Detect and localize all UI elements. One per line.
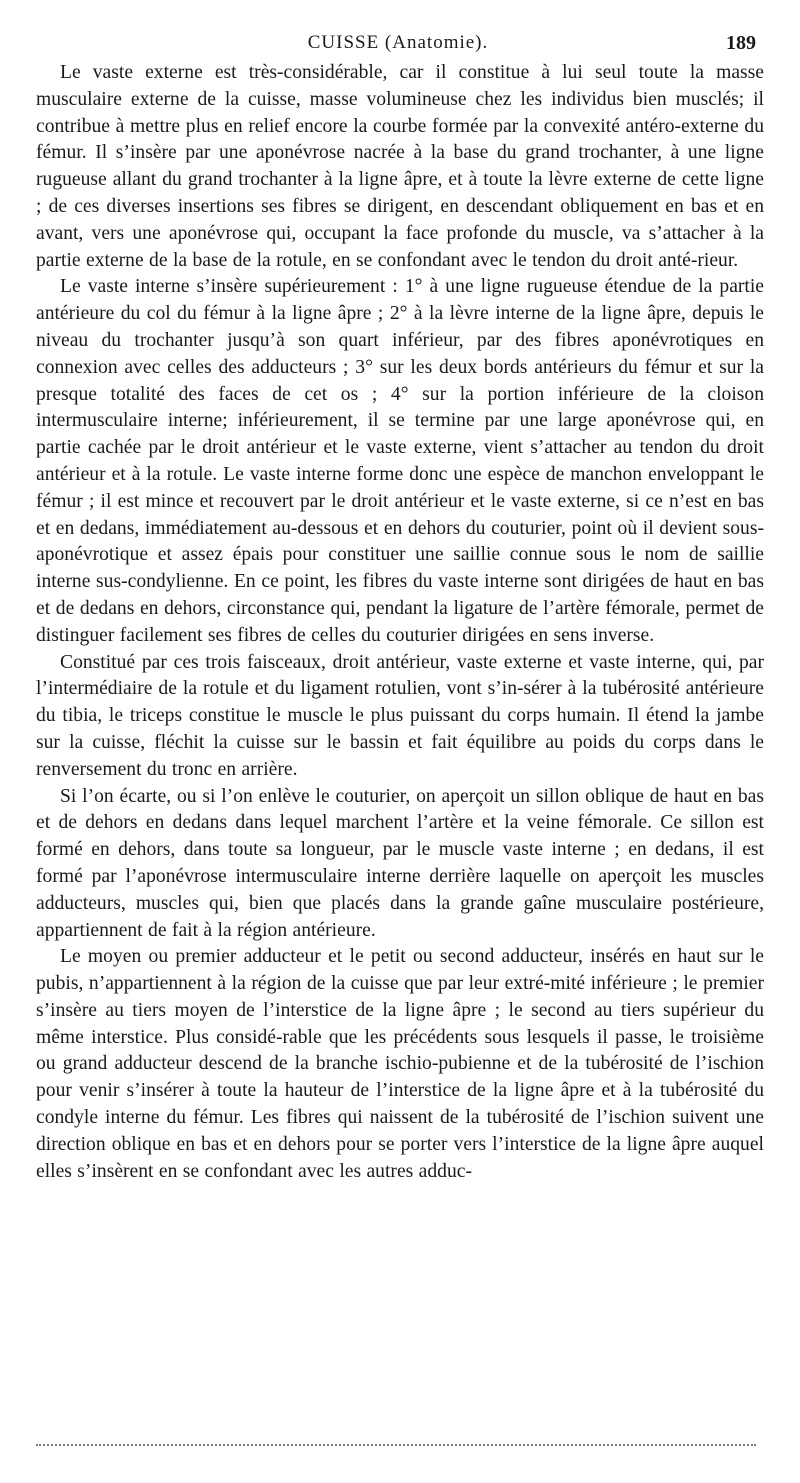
running-head	[36, 28, 760, 58]
paragraph-vaste-interne: Le vaste interne s’insère supérieurement : 1° à une ligne rugueuse étendue de la partie antérieure du col du fémur à la ligne âpre ; 2° à la lèvre interne de la ligne âpre, depuis le niveau du trochanter jusqu’à son quart inférieur, par des fibres aponévrotiques en connexion avec celles des adducteurs ; 3° sur les deux bords antérieurs du fémur et sur la presque totalité des faces de cet os ; 4° sur la portion inférieure de la cloison intermusculaire interne; inférieurement, il se termine par une large aponévrose qui, en partie cachée par le droit antérieur et le vaste externe, vient s’attacher au tendon du droit antérieur et à la rotule. Le vaste interne forme donc une espèce de manchon enveloppant le fémur ; il est mince et recouvert par le droit antérieur et le vaste externe, si ce n’est en bas et en dedans, immédiatement au-dessous et en dehors du couturier, point où il devient sous-aponévrotique et assez épais pour constituer une saillie connue sous le nom de saillie interne sus-condylienne. En ce point, les fibres du vaste interne sont dirigées de haut en bas et de dedans en dehors, circonstance qui, pendant la ligature de l’artère fémorale, permet de distinguer facilement ses fibres de celles du couturier dirigées en sens inverse.	[36, 276, 764, 646]
running-title: CUISSE (Anatomie).	[307, 32, 489, 53]
paragraph-vaste-externe: Le vaste externe est très-considérable, car il constitue à lui seul toute la masse musculaire externe de la cuisse, masse volumineuse chez les individus bien musclés; il contribue à mettre plus en relief encore la courbe formée par la convexité antéro-externe du fémur. Il s’insère par une aponévrose nacrée à la base du grand trochanter, à une ligne rugueuse allant du grand trochanter à la ligne âpre, et à toute la lèvre externe de cette ligne ; de ces diverses insertions ses fibres se dirigent, en descendant obliquement en bas et en avant, vers une aponévrose qui, occupant la face profonde du muscle, va s’attacher à la partie externe de la base de la rotule, en se confondant avec le tendon du droit anté-rieur.	[36, 62, 764, 271]
page-number: 189	[726, 32, 756, 54]
paragraph-triceps: Constitué par ces trois faisceaux, droit antérieur, vaste externe et vaste interne, qui, par l’intermédiaire de la rotule et du ligament rotulien, vont s’in-sérer à la tubérosité antérieure du tibia, le triceps constitue le muscle le plus puissant du corps humain. Il étend la jambe sur la cuisse, fléchit la cuisse sur le bassin et fait équilibre au poids du corps dans le renversement du tronc en arrière.	[36, 651, 764, 780]
paragraph-adducteurs: Le moyen ou premier adducteur et le petit ou second adducteur, insérés en haut sur le pubis, n’appartiennent à la région de la cuisse que par leur extré-mité inférieure ; le premier s’insère au tiers moyen de l’interstice de la ligne âpre ; le second au tiers supérieur du même interstice. Plus considé-rable que les précédents sous lesquels il passe, le troisième ou grand adducteur descend de la branche ischio-pubienne et de la tubérosité de l’ischion pour venir s’insérer à toute la hauteur de l’interstice de la ligne âpre et à la tubérosité du condyle interne du fémur. Les fibres qui naissent de la tubérosité de l’ischion suivent une direction oblique en bas et en dehors pour se porter vers l’interstice de la ligne âpre auquel elles s’insèrent en se confondant avec les autres adduc-	[36, 946, 764, 1182]
paragraph-sillon: Si l’on écarte, ou si l’on enlève le couturier, on aperçoit un sillon oblique de haut en bas et de dehors en dedans dans lequel marchent l’artère et la veine fémorale. Ce sillon est formé en dehors, dans toute sa longueur, par le muscle vaste interne ; en dedans, il est formé par l’aponévrose intermusculaire interne derrière laquelle on aperçoit les muscles adducteurs, muscles qui, bien que placés dans la grande gaîne musculaire postérieure, appartiennent de fait à la région antérieure.	[36, 785, 764, 941]
bottom-rule	[36, 1444, 756, 1446]
body-text	[36, 60, 764, 1185]
